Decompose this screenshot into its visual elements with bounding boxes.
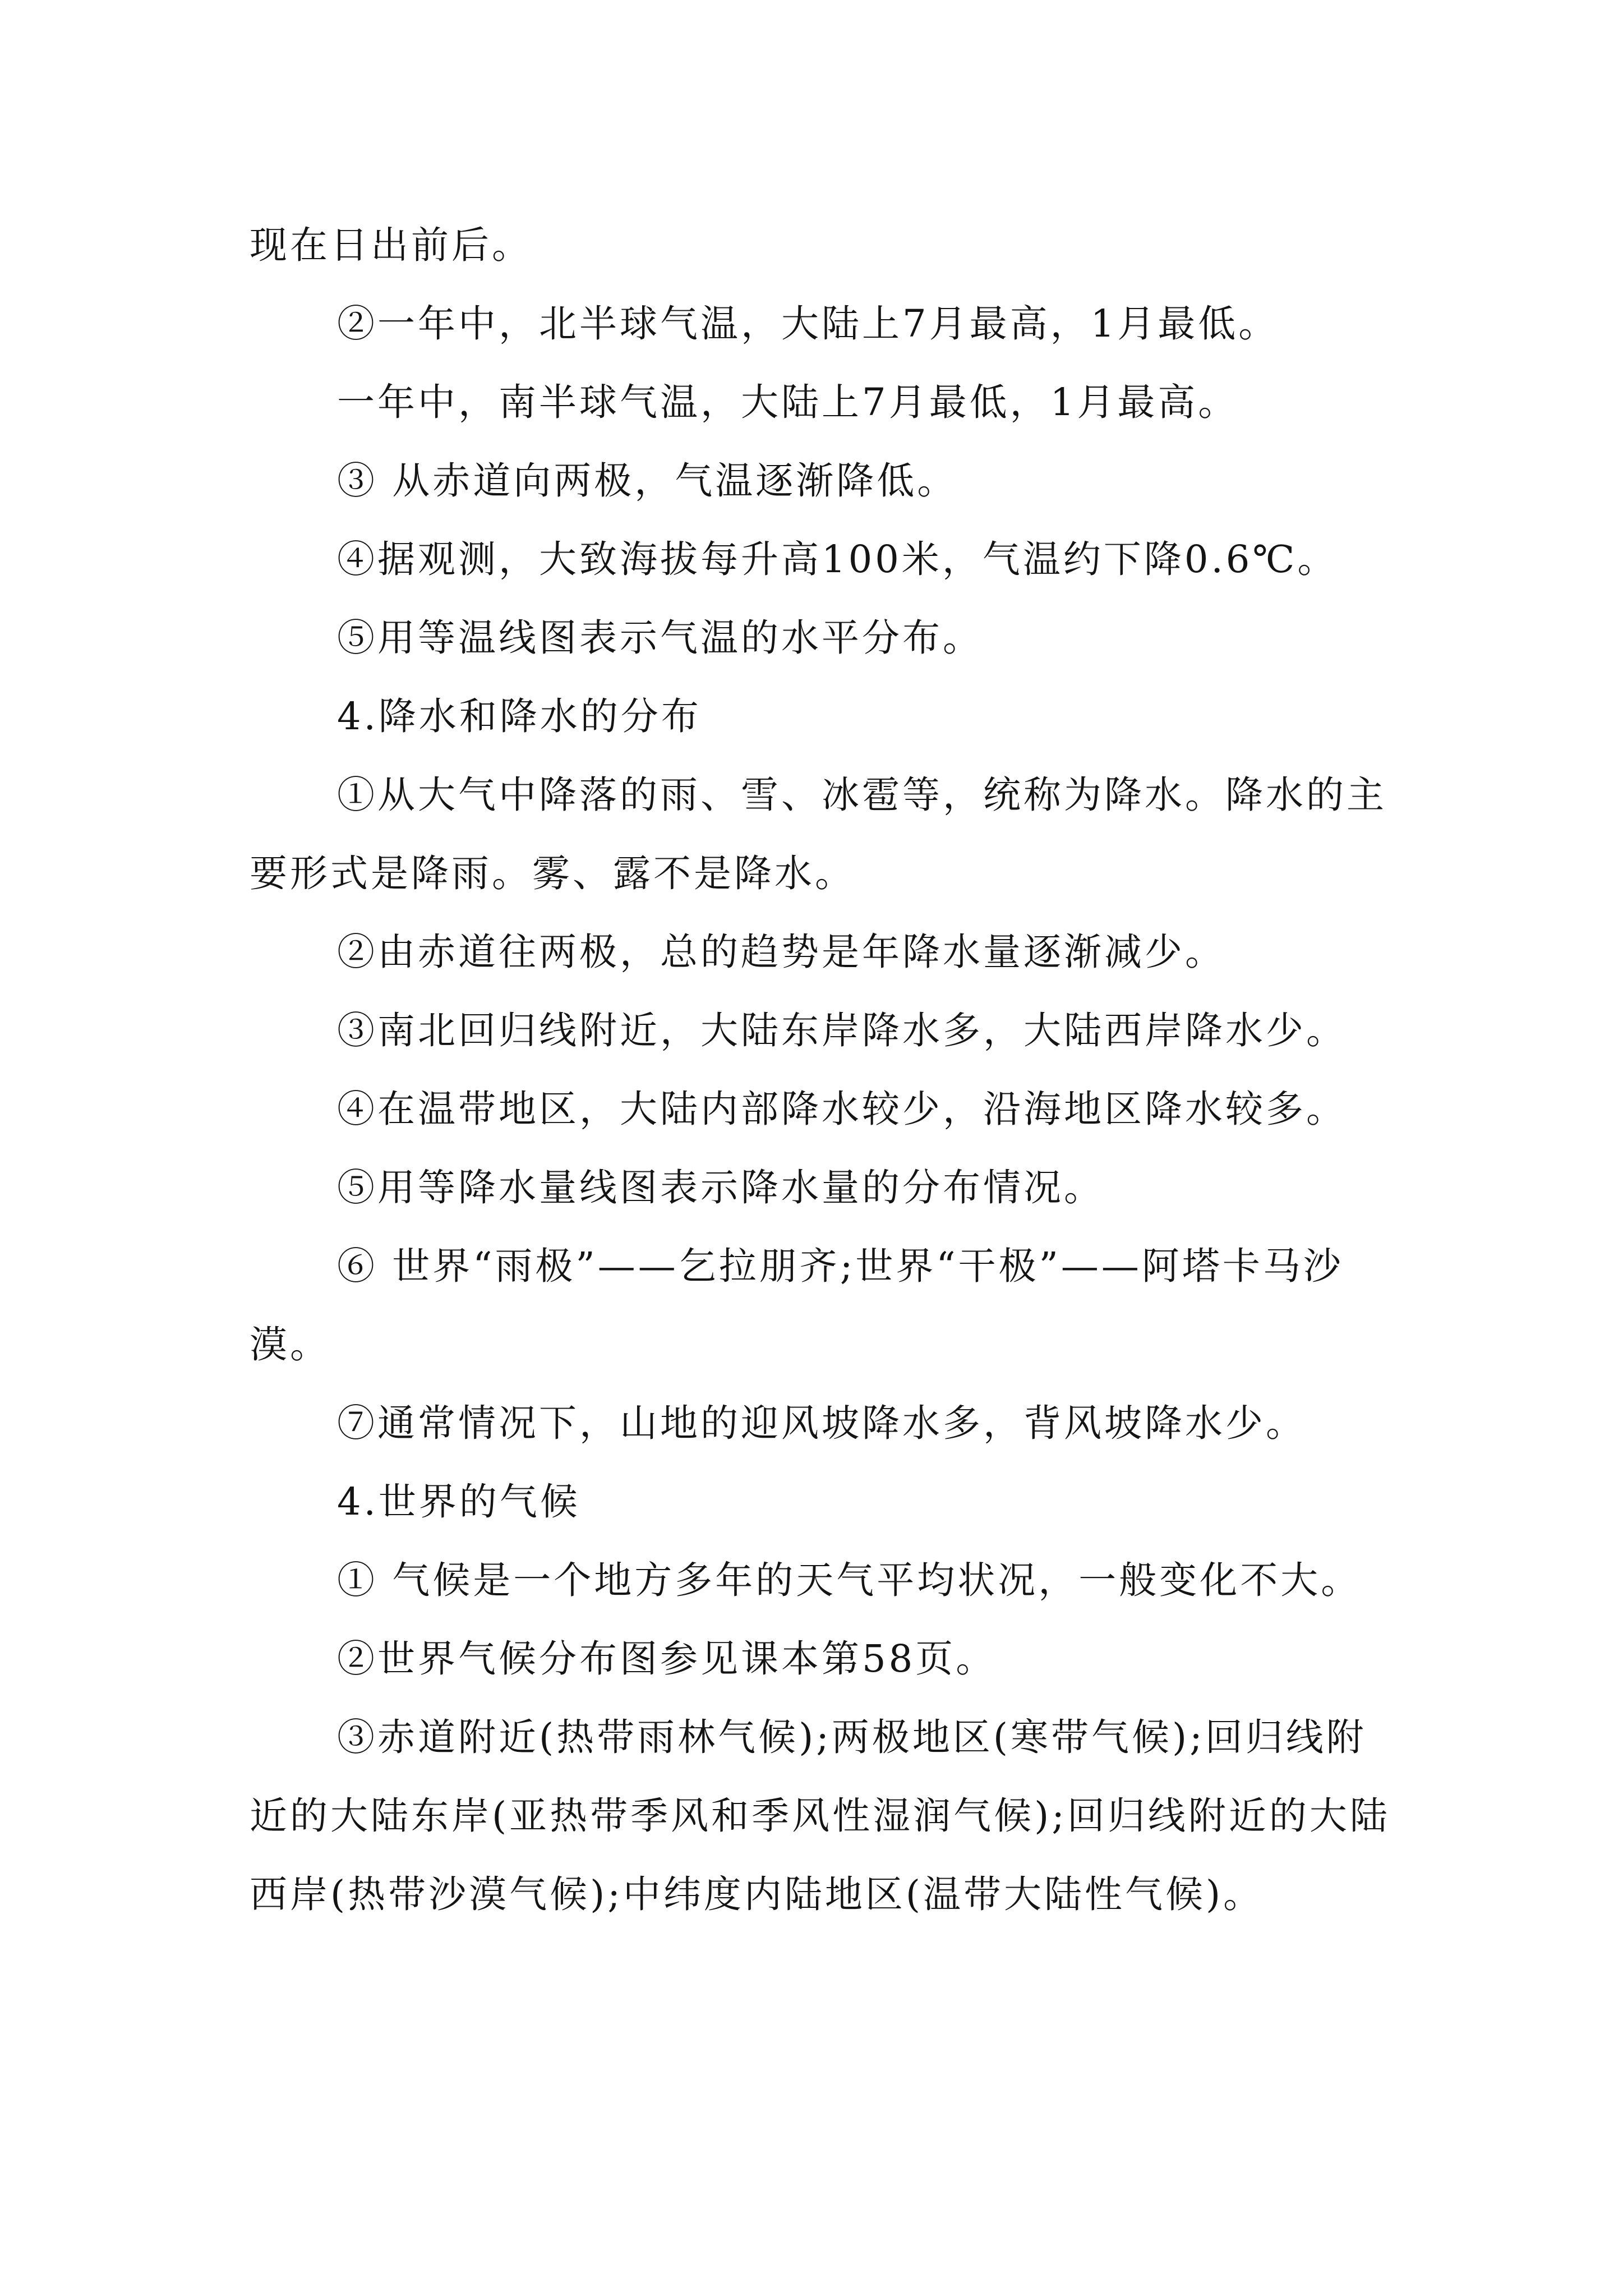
paragraph-southern-temperature: 一年中，南半球气温，大陆上7月最低，1月最高。 — [337, 380, 1239, 424]
paragraph-precipitation-definition: ①从大气中降落的雨、雪、冰雹等，统称为降水。降水的主要形式是降雨。雾、露不是降水。 — [250, 773, 1387, 895]
paragraph-climate-definition: ① 气候是一个地方多年的天气平均状况，一般变化不大。 — [337, 1558, 1362, 1602]
paragraph-precipitation-trend: ②由赤道往两极，总的趋势是年降水量逐渐减少。 — [337, 930, 1225, 974]
paragraph-climate-map-reference: ②世界气候分布图参见课本第58页。 — [337, 1637, 997, 1681]
paragraph-isohyet-map: ⑤用等降水量线图表示降水量的分布情况。 — [337, 1166, 1104, 1209]
paragraph-equator-to-poles: ③ 从赤道向两极，气温逐渐降低。 — [337, 459, 958, 503]
paragraph-temperate-zone: ④在温带地区，大陆内部降水较少，沿海地区降水较多。 — [337, 1087, 1347, 1131]
paragraph-northern-temperature: ②一年中，北半球气温，大陆上7月最高，1月最低。 — [337, 302, 1279, 346]
paragraph-sunrise: 现在日出前后。 — [250, 223, 532, 267]
paragraph-isotherm-map: ⑤用等温线图表示气温的水平分布。 — [337, 616, 983, 660]
paragraph-rain-dry-poles: ⑥ 世界“雨极”——乞拉朋齐;世界“干极”——阿塔卡马沙漠。 — [250, 1244, 1344, 1366]
section-heading-precipitation: 4.降水和降水的分布 — [337, 694, 702, 738]
paragraph-climate-types: ③赤道附近(热带雨林气候);两极地区(寒带气候);回归线附近的大陆东岸(亚热带季风和季风性湿润气候);回归线附近的大陆西岸(热带沙漠气候);中纬度内陆地区(温带大陆性气候)。 — [250, 1715, 1390, 1916]
document-body — [250, 206, 1396, 1934]
paragraph-tropic-coasts: ③南北回归线附近，大陆东岸降水多，大陆西岸降水少。 — [337, 1009, 1347, 1052]
section-heading-climate: 4.世界的气候 — [337, 1480, 580, 1524]
paragraph-windward-slope: ⑦通常情况下，山地的迎风坡降水多，背风坡降水少。 — [337, 1401, 1306, 1445]
paragraph-altitude-lapse: ④据观测，大致海拔每升高100米，气温约下降0.6℃。 — [337, 537, 1338, 581]
